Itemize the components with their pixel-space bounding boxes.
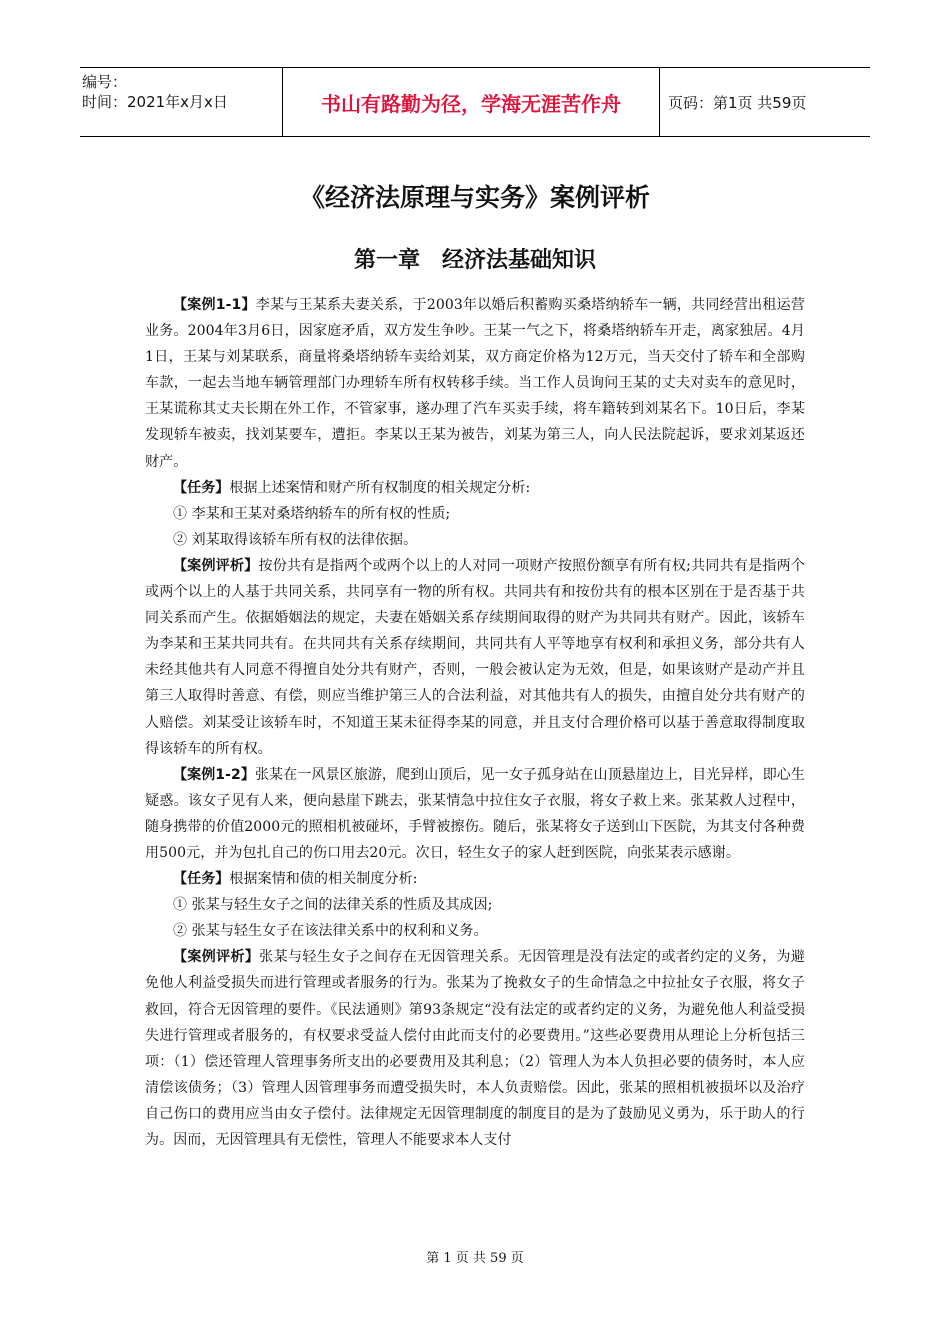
document-body	[145, 292, 805, 1153]
paragraph	[145, 944, 805, 1153]
paragraph-tag: 【任务】	[173, 479, 230, 496]
paragraph	[145, 553, 805, 762]
document-title: 《经济法原理与实务》案例评析	[299, 183, 650, 212]
time-label: 时间：2021年x月x日	[82, 93, 228, 111]
paragraph-tag: 【案例1-1】	[173, 297, 256, 313]
list-item	[145, 527, 805, 553]
paragraph	[145, 475, 805, 501]
paragraph-text: 根据上述案情和财产所有权制度的相关规定分析:	[229, 479, 531, 496]
paragraph-text: ① 张某与轻生女子之间的法律关系的性质及其成因;	[173, 897, 493, 914]
chapter-heading: 第一章 经济法基础知识	[353, 248, 596, 273]
list-item	[145, 892, 805, 918]
paragraph-text: 张某与轻生女子之间存在无因管理关系。无因管理是没有法定的或者约定的义务，为避免他人利益受损失而进行管理或者服务的行为。张某为了挽救女子的生命情急之中拉扯女子衣服，将女子救回，符合无因管理的要件。《民法通则》第93条规定“没有法定的或者约定的义务，为避免他人利益受损失进行管理或者服务的，有权要求受益人偿付由此而支付的必要费用。”这些必要费用从理论上分析包括三项：（1）偿还管理人管理事务所支出的必要费用及其利息；（2）管理人为本人负担必要的债务时，本人应清偿该债务；（3）管理人因管理事务而遭受损失时，本人负责赔偿。因此，张某的照相机被损坏以及治疗自己伤口的费用应当由女子偿付。法律规定无因管理制度的制度目的是为了鼓励见义勇为，乐于助人的行为。因而，无因管理具有无偿性，管理人不能要求本人支付	[145, 949, 805, 1148]
page-info-cell	[660, 68, 870, 136]
header-table	[80, 67, 870, 137]
paragraph-text: 根据案情和债的相关制度分析:	[229, 871, 418, 888]
motto-cell	[282, 68, 660, 136]
paragraph-text: 按份共有是指两个或两个以上的人对同一项财产按照份额享有所有权;共同共有是指两个或两个以上的人基于共同关系，共同享有一物的所有权。共同共有和按份共有的根本区别在于是否基于共同关系而产生。依据婚姻法的规定，夫妻在婚姻关系存续期间取得的财产为共同共有财产。因此，该轿车为李某和王某共同共有。在共同共有关系存续期间，共同共有人平等地享有权利和承担义务，部分共有人未经其他共有人同意不得擅自处分共有财产，否则，一般会被认定为无效，但是，如果该财产是动产并且第三人取得时善意、有偿，则应当维护第三人的合法利益，对其他共有人的损失，由擅自处分共有财产的人赔偿。刘某受让该轿车时，不知道王某未征得李某的同意，并且支付合理价格可以基于善意取得制度取得该轿车的所有权。	[145, 557, 805, 757]
paragraph-tag: 【案例评析】	[173, 557, 259, 574]
page-footer: 第 1 页 共 59 页	[426, 1251, 524, 1266]
paragraph	[145, 292, 805, 475]
header-left-cell	[80, 68, 282, 136]
paragraph-tag: 【任务】	[173, 871, 230, 888]
number-label: 编号：	[82, 73, 128, 91]
paragraph-tag: 【案例评析】	[173, 949, 260, 966]
paragraph	[145, 762, 805, 866]
page-info-text: 页码：第1页 共59页	[668, 93, 807, 112]
paragraph-text: 张某在一风景区旅游，爬到山顶后，见一女子孤身站在山顶悬崖边上，目光异样，即心生疑惑。该女子见有人来，便向悬崖下跳去，张某情急中拉住女子衣服，将女子救上来。张某救人过程中，随身携带的价值2000元的照相机被碰坏，手臂被擦伤。随后，张某将女子送到山下医院，为其支付各种费用500元，并为包扎自己的伤口用去20元。次日，轻生女子的家人赶到医院，向张某表示感谢。	[145, 766, 805, 861]
list-item	[145, 918, 805, 944]
motto-text: 书山有路勤为径，学海无涯苦作舟	[321, 91, 621, 116]
paragraph-text: ② 张某与轻生女子在该法律关系中的权利和义务。	[173, 923, 488, 940]
paragraph-text: ② 刘某取得该轿车所有权的法律依据。	[173, 531, 418, 548]
paragraph-tag: 【案例1-2】	[173, 766, 256, 783]
list-item	[145, 501, 805, 527]
paragraph-text: 李某与王某系夫妻关系，于2003年以婚后积蓄购买桑塔纳轿车一辆，共同经营出租运营业务。2004年3月6日，因家庭矛盾，双方发生争吵。王某一气之下，将桑塔纳轿车开走，离家独居。4月1日，王某与刘某联系，商量将桑塔纳轿车卖给刘某，双方商定价格为12万元，当天交付了轿车和全部购车款，一起去当地车辆管理部门办理轿车所有权转移手续。当工作人员询问王某的丈夫对卖车的意见时，王某谎称其丈夫长期在外工作，不管家事，遂办理了汽车买卖手续，将车籍转到刘某名下。10日后，李某发现轿车被卖，找刘某要车，遭拒。李某以王某为被告，刘某为第三人，向人民法院起诉，要求刘某返还财产。	[145, 297, 805, 470]
paragraph	[145, 866, 805, 892]
paragraph-text: ① 李某和王某对桑塔纳轿车的所有权的性质;	[173, 505, 451, 522]
